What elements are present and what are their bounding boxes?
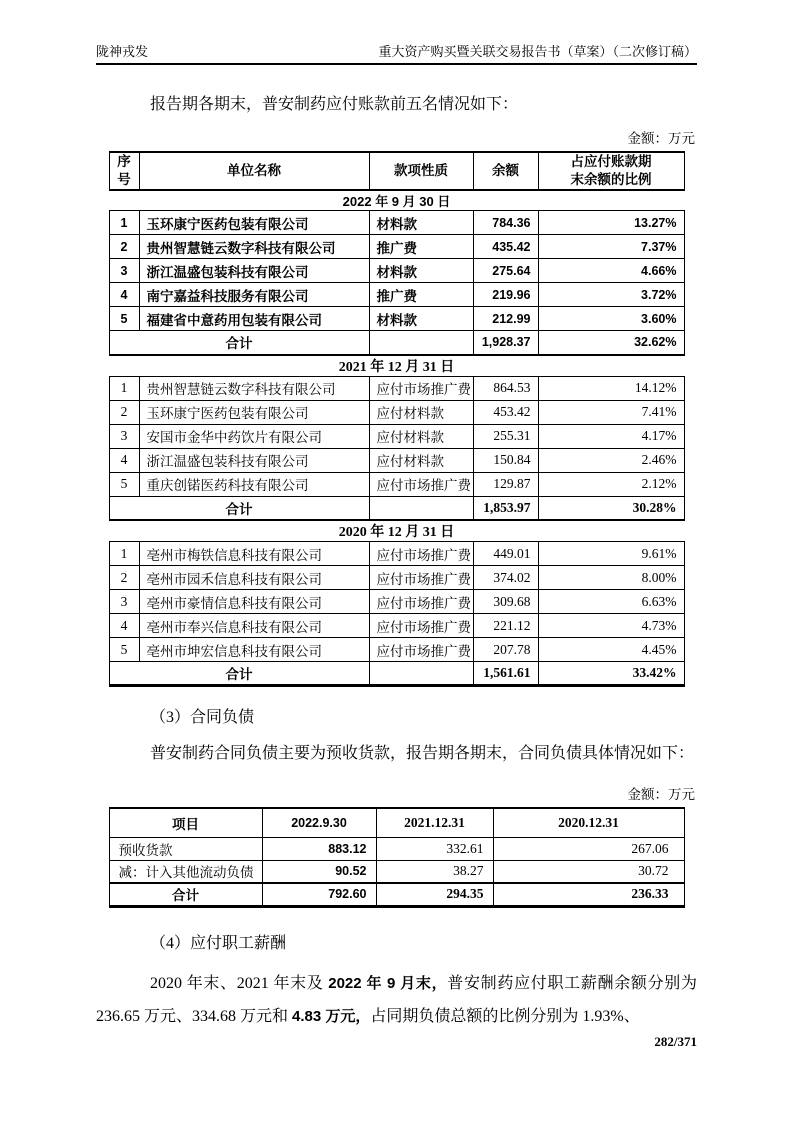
cell-ratio: 7.37% [538,235,684,259]
col-header-ratio: 占应付账款期末余额的比例 [538,152,684,190]
section-3-paragraph: 普安制药合同负债主要为预收货款，报告期各期末，合同负债具体情况如下： [150,745,695,763]
cell-ratio: 3.60% [538,307,684,331]
cell-ratio: 3.72% [538,283,684,307]
table-row [109,376,684,400]
cell-amount: 150.84 [473,448,538,472]
total-label: 合计 [109,331,369,355]
cell-nature: 应付市场推广费 [369,472,473,496]
cell-nature: 推广费 [369,235,473,259]
col-header-2020: 2020.12.31 [493,808,684,837]
table-row [109,614,684,638]
cell-ratio: 7.41% [538,400,684,424]
cell-ratio: 2.46% [538,448,684,472]
cell-nature: 材料款 [369,307,473,331]
cell-company: 玉环康宁医药包装有限公司 [139,400,369,424]
para4-bold-date: 2022 年 9 月末， [328,974,448,992]
section-date-2021: 2021 年 12 月 31 日 [109,355,684,377]
cell-no: 5 [109,307,139,331]
cell-company: 福建省中意药用包装有限公司 [139,307,369,331]
cell-company: 浙江温盛包装科技有限公司 [139,259,369,283]
cell-company: 浙江温盛包装科技有限公司 [139,448,369,472]
cell-value-2021: 332.61 [376,837,493,860]
table-row [109,448,684,472]
total-amount: 1,853.97 [473,496,538,520]
table-row [109,283,684,307]
cell-value-2020: 30.72 [493,860,684,883]
running-header [96,44,697,65]
cell-item: 减：计入其他流动负债 [109,860,262,883]
cell-amount: 255.31 [473,424,538,448]
cell-ratio: 9.61% [538,542,684,566]
cell-ratio: 8.00% [538,566,684,590]
cell-amount: 275.64 [473,259,538,283]
col-header-2021: 2021.12.31 [376,808,493,837]
table-row [109,259,684,283]
cell-amount: 219.96 [473,283,538,307]
cell-nature: 应付市场推广费 [369,590,473,614]
table2-total-row [109,883,684,906]
table-header-row [109,152,684,190]
cell-nature: 应付材料款 [369,424,473,448]
total-value-2022: 792.60 [262,883,376,906]
para4-text: 普安制药应付职工薪酬余额分别为 236.65 万元、334.68 万元和 [96,974,697,1025]
cell-ratio: 4.17% [538,424,684,448]
cell-no: 5 [109,638,139,662]
cell-nature: 应付市场推广费 [369,376,473,400]
total-value-2020: 236.33 [493,883,684,906]
total-label: 合计 [109,496,369,520]
cell-ratio: 14.12% [538,376,684,400]
cell-no: 3 [109,424,139,448]
table-row [109,424,684,448]
cell-no: 4 [109,448,139,472]
cell-company: 亳州市奉兴信息科技有限公司 [139,614,369,638]
cell-ratio: 13.27% [538,211,684,235]
cell-company: 南宁嘉益科技服务有限公司 [139,283,369,307]
table2-header-row [109,808,684,837]
table-row [109,307,684,331]
cell-nature: 材料款 [369,259,473,283]
cell-amount: 207.78 [473,638,538,662]
contract-liabilities-table [109,807,685,908]
header-report-title: 重大资产购买暨关联交易报告书（草案）（二次修订稿） [378,44,697,59]
cell-value-2021: 38.27 [376,860,493,883]
cell-company: 亳州市园禾信息科技有限公司 [139,566,369,590]
cell-value-2022: 883.12 [262,837,376,860]
para4-text: 占同期负债总额的比例分别为 1.93%、 [370,1007,640,1025]
cell-company: 玉环康宁医药包装有限公司 [139,211,369,235]
cell-no: 2 [109,235,139,259]
cell-no: 3 [109,259,139,283]
cell-ratio: 6.63% [538,590,684,614]
section-date-2022: 2022 年 9 月 30 日 [109,190,684,211]
cell-value-2022: 90.52 [262,860,376,883]
cell-nature: 推广费 [369,283,473,307]
total-ratio: 30.28% [538,496,684,520]
unit-label: 金额：万元 [627,130,695,146]
total-label: 合计 [109,883,262,906]
unit-label-2: 金额：万元 [627,787,695,803]
col-header-no: 序号 [109,152,139,190]
cell-amount: 784.36 [473,211,538,235]
col-header-2022: 2022.9.30 [262,808,376,837]
cell-no: 2 [109,566,139,590]
total-value-2021: 294.35 [376,883,493,906]
section-date-row-2021 [109,355,684,377]
page-number: 282/371 [654,1033,697,1049]
cell-amount: 221.12 [473,614,538,638]
cell-amount: 449.01 [473,542,538,566]
col-header-item: 项目 [109,808,262,837]
table-row [109,590,684,614]
section-3-heading: （3）合同负债 [150,709,255,727]
table-row [109,211,684,235]
cell-nature-empty [369,662,473,686]
cell-company: 贵州智慧链云数字科技有限公司 [139,235,369,259]
cell-ratio: 4.73% [538,614,684,638]
total-ratio: 32.62% [538,331,684,355]
cell-nature: 应付市场推广费 [369,566,473,590]
cell-no: 1 [109,542,139,566]
cell-no: 4 [109,614,139,638]
total-ratio: 33.42% [538,662,684,686]
section-date-row-2022 [109,190,684,211]
cell-nature-empty [369,496,473,520]
col-header-name: 单位名称 [139,152,369,190]
total-row-2020 [109,662,684,686]
cell-nature: 应付材料款 [369,448,473,472]
cell-nature: 应付市场推广费 [369,542,473,566]
cell-nature: 应付市场推广费 [369,614,473,638]
cell-item: 预收货款 [109,837,262,860]
cell-company: 亳州市坤宏信息科技有限公司 [139,638,369,662]
para4-text: 2020 年末、2021 年末及 [150,974,329,992]
cell-nature-empty [369,331,473,355]
para4-bold-amount: 4.83 万元， [292,1007,371,1025]
cell-amount: 309.68 [473,590,538,614]
col-header-nature: 款项性质 [369,152,473,190]
table-row [109,542,684,566]
total-amount: 1,928.37 [473,331,538,355]
section-date-2020: 2020 年 12 月 31 日 [109,520,684,542]
cell-ratio: 4.66% [538,259,684,283]
section-date-row-2020 [109,520,684,542]
table-row [109,472,684,496]
cell-ratio: 4.45% [538,638,684,662]
table-row [109,235,684,259]
cell-value-2020: 267.06 [493,837,684,860]
table-row [109,837,684,860]
col-header-amount: 余额 [473,152,538,190]
cell-nature: 应付材料款 [369,400,473,424]
cell-amount: 212.99 [473,307,538,331]
cell-amount: 129.87 [473,472,538,496]
table-row [109,638,684,662]
cell-no: 5 [109,472,139,496]
cell-amount: 864.53 [473,376,538,400]
header-company-name: 陇神戎发 [96,44,149,59]
cell-company: 贵州智慧链云数字科技有限公司 [139,376,369,400]
cell-company: 重庆创锘医药科技有限公司 [139,472,369,496]
cell-company: 亳州市豪情信息科技有限公司 [139,590,369,614]
cell-amount: 453.42 [473,400,538,424]
section-4-paragraph [96,967,697,1033]
total-label: 合计 [109,662,369,686]
total-row-2022 [109,331,684,355]
cell-amount: 435.42 [473,235,538,259]
cell-company: 安国市金华中药饮片有限公司 [139,424,369,448]
cell-amount: 374.02 [473,566,538,590]
cell-no: 1 [109,211,139,235]
cell-no: 1 [109,376,139,400]
total-row-2021 [109,496,684,520]
cell-company: 亳州市梅铁信息科技有限公司 [139,542,369,566]
table-row [109,860,684,883]
cell-no: 3 [109,590,139,614]
table-row [109,566,684,590]
total-amount: 1,561.61 [473,662,538,686]
payables-top5-table [109,151,685,688]
section-4-heading: （4）应付职工薪酬 [150,934,287,952]
intro-paragraph: 报告期各期末，普安制药应付账款前五名情况如下： [150,95,519,113]
table-row [109,400,684,424]
cell-nature: 材料款 [369,211,473,235]
cell-nature: 应付市场推广费 [369,638,473,662]
cell-no: 2 [109,400,139,424]
cell-no: 4 [109,283,139,307]
cell-ratio: 2.12% [538,472,684,496]
